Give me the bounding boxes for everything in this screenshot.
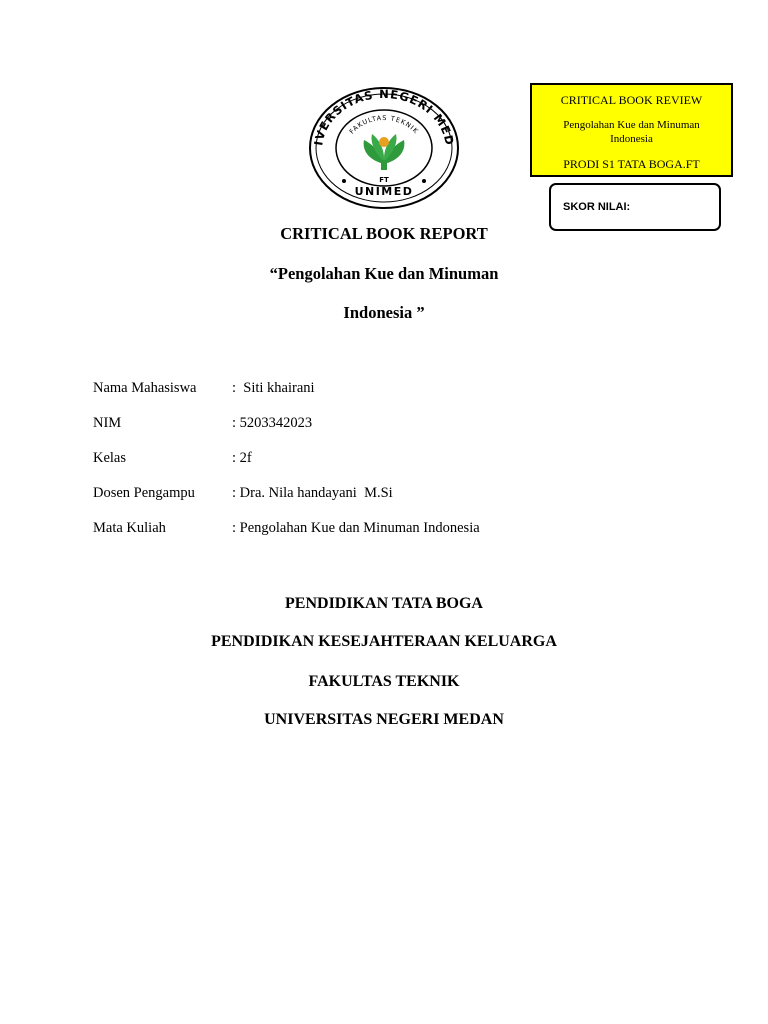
footer-university: UNIVERSITAS NEGERI MEDAN xyxy=(264,711,504,728)
critical-book-review-box xyxy=(530,83,733,177)
info-label-nim: NIM xyxy=(93,415,122,431)
info-value-nim: : 5203342023 xyxy=(232,415,313,431)
info-label-name: Nama Mahasiswa xyxy=(93,380,197,396)
score-label: SKOR NILAI: xyxy=(563,201,631,213)
footer-faculty: FAKULTAS TEKNIK xyxy=(308,673,460,690)
info-value-class: : 2f xyxy=(232,450,252,466)
logo-ft-text: FT xyxy=(379,176,389,184)
info-value-course: : Pengolahan Kue dan Minuman Indonesia xyxy=(232,520,480,536)
footer-program: PENDIDIKAN TATA BOGA xyxy=(285,595,483,612)
info-label-lecturer: Dosen Pengampu xyxy=(93,485,195,501)
info-value-name: : Siti khairani xyxy=(232,380,315,396)
logo-inner-arc-text: FAKULTAS TEKNIK xyxy=(347,113,421,136)
info-value-lecturer: : Dra. Nila handayani M.Si xyxy=(232,485,393,501)
info-label-class: Kelas xyxy=(93,450,127,466)
info-label-course: Mata Kuliah xyxy=(93,520,166,536)
report-subtitle-line2: Indonesia ” xyxy=(343,303,425,322)
review-box-title: CRITICAL BOOK REVIEW xyxy=(560,93,703,107)
footer-department: PENDIDIKAN KESEJAHTERAAN KELUARGA xyxy=(211,633,557,650)
logo-unimed-text: UNIMED xyxy=(354,185,414,198)
review-box-program: PRODI S1 TATA BOGA.FT xyxy=(563,157,700,171)
report-subtitle-line1: “Pengolahan Kue dan Minuman xyxy=(269,264,499,283)
review-box-subject: Pengolahan Kue dan Minuman Indonesia xyxy=(563,119,700,145)
report-heading: CRITICAL BOOK REPORT xyxy=(280,224,488,243)
unimed-logo xyxy=(308,86,460,210)
logo-arc-text: IVERSITAS NEGERI MED xyxy=(311,86,457,147)
